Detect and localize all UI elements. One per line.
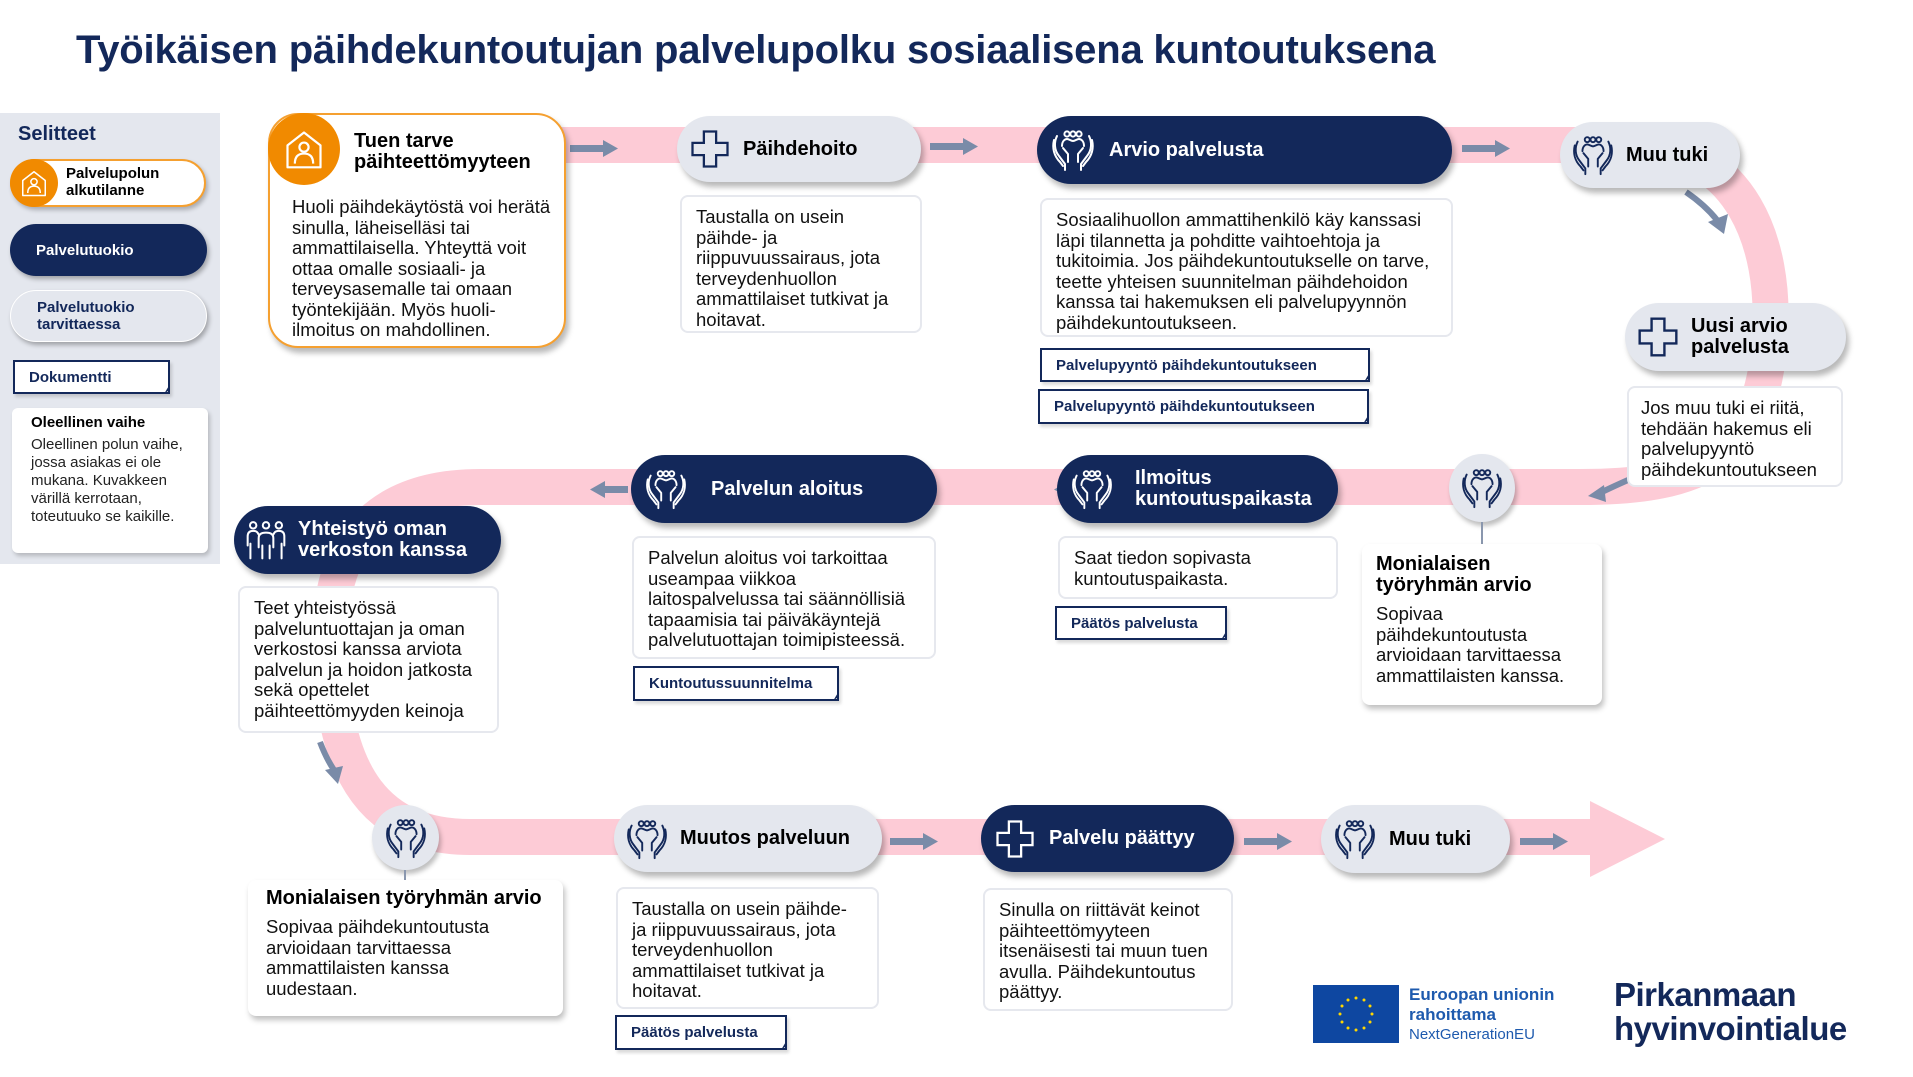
legend-essential-text: Oleellinen polun vaihe, jossa asiakas ei ole mukana. Kuvakkeen värillä kerrotaan, toteutuuko se kaikille. — [31, 436, 183, 525]
document-palvelupyynto-2[interactable] — [1038, 389, 1369, 424]
hands-people-icon — [1570, 132, 1616, 178]
legend-start-item — [10, 159, 206, 207]
eu-stars-icon — [1313, 985, 1399, 1043]
document-label: Palvelupyyntö päihdekuntoutukseen — [1056, 356, 1317, 374]
eu-funding-text — [1409, 985, 1554, 1045]
document-paatos-palvelusta-1[interactable] — [1055, 606, 1227, 640]
hands-people-icon — [643, 466, 689, 512]
step-monialainen-2 — [248, 880, 563, 1016]
step-ilmoitus — [1057, 455, 1338, 523]
step-title: Palvelu päättyy — [1049, 827, 1195, 849]
org-line-2: hyvinvointialue — [1614, 1010, 1847, 1047]
step-title: Muutos palveluun — [680, 827, 850, 849]
step-palvelu-paattyy — [981, 805, 1234, 872]
legend-start-label: Palvelupolun alkutilanne — [66, 165, 160, 199]
eu-line-1: Euroopan unionin — [1409, 985, 1555, 1004]
step-title: Muu tuki — [1389, 827, 1472, 850]
hands-people-icon — [1049, 126, 1097, 174]
step-text-muutos: Taustalla on usein päihde- ja riippuvuussairaus, jota terveydenhuollon ammattilaiset tutkivat ja hoitavat. — [616, 887, 879, 1009]
step-text-paihdehoito: Taustalla on usein päihde- ja riippuvuussairaus, jota terveydenhuollon ammattilaiset tutkivat ja hoitavat. — [680, 195, 922, 333]
document-label: Palvelupyyntö päihdekuntoutukseen — [1054, 398, 1315, 415]
legend-essential-title: Oleellinen vaihe — [31, 414, 146, 431]
page-fold-icon — [777, 1040, 787, 1050]
step-text-palvelu-paattyy: Sinulla on riittävät keinot päihteettömyyteen itsenäisesti tai muun tuen avulla. Päihdekuntoutus päättyy. — [983, 888, 1233, 1011]
hands-people-icon — [624, 816, 670, 862]
step-text-ilmoitus: Saat tiedon sopivasta kuntoutuspaikasta. — [1058, 536, 1338, 599]
step-text: Sopivaa päihdekuntoutusta arvioidaan tarvittaessa ammattilaisten kanssa. — [1376, 603, 1565, 686]
step-monialainen-2-node — [372, 805, 439, 870]
eu-line-2: rahoittama — [1409, 1005, 1496, 1024]
legend-service-item: Palvelutuokio — [10, 224, 207, 276]
step-text-uusi-arvio: Jos muu tuki ei riitä, tehdään hakemus eli palvelupyyntö päihdekuntoutukseen — [1627, 386, 1843, 487]
medical-cross-icon — [1636, 315, 1680, 359]
step-title: Uusi arvio palvelusta — [1691, 315, 1789, 358]
page-fold-icon — [1360, 372, 1370, 382]
legend-title: Selitteet — [18, 123, 96, 145]
document-label: Kuntoutussuunnitelma — [649, 675, 813, 692]
connector-line — [1481, 522, 1483, 546]
document-palvelupyynto-1[interactable] — [1040, 348, 1370, 382]
legend-service-optional-item: Palvelutuokio tarvittaessa — [10, 290, 207, 342]
step-arvio-palvelusta — [1037, 116, 1452, 184]
step-text: Sopivaa päihdekuntoutusta arvioidaan tarvittaessa ammattilaisten kanssa uudestaan. — [266, 916, 490, 999]
step-title: Tuen tarve päihteettömyyteen — [354, 130, 531, 173]
organization-logo — [1614, 978, 1847, 1046]
step-text-palvelun-aloitus: Palvelun aloitus voi tarkoittaa useampaa viikkoa laitospalvelussa tai säännöllisiä tapaamisia tai päiväkäyntejä palvelutuottajan toimipisteessä. — [632, 536, 936, 659]
step-uusi-arvio — [1625, 303, 1846, 371]
page-fold-icon — [1359, 414, 1369, 424]
document-paatos-palvelusta-2[interactable] — [615, 1015, 787, 1050]
hands-people-icon — [383, 815, 429, 861]
legend-document-label: Dokumentti — [29, 368, 112, 386]
house-person-icon — [282, 127, 326, 171]
step-title: Yhteistyö oman verkoston kanssa — [298, 518, 467, 561]
people-group-icon — [244, 518, 288, 562]
org-line-1: Pirkanmaan — [1614, 976, 1797, 1013]
step-title: Palvelun aloitus — [711, 477, 864, 500]
step-title: Muu tuki — [1626, 143, 1709, 166]
step-text: Huoli päihdekäytöstä voi herätä sinulla, läheiselläsi tai ammattilaisella. Yhteyttä voit ottaa omalle sosiaali- ja terveysasemalle tai omaan työntekijään. Myös huoli-ilmoitus on mahdollinen. — [292, 196, 551, 340]
step-muu-tuki-1 — [1560, 122, 1740, 188]
house-person-icon — [19, 168, 49, 198]
page-title: Työikäisen päihdekuntoutujan palvelupolku sosiaalisena kuntoutuksena — [76, 28, 1436, 72]
step-title: Monialaisen työryhmän arvio — [1376, 553, 1532, 596]
legend-essential-item — [12, 408, 208, 553]
medical-cross-icon — [689, 128, 731, 170]
hands-people-icon — [1459, 465, 1505, 511]
step-tuen-tarve — [268, 113, 566, 348]
step-palvelun-aloitus — [631, 455, 937, 523]
medical-cross-icon — [994, 818, 1036, 860]
document-kuntoutussuunnitelma[interactable] — [633, 666, 839, 701]
document-label: Päätös palvelusta — [1071, 614, 1198, 632]
eu-flag-logo — [1313, 985, 1399, 1043]
step-muutos — [614, 805, 882, 872]
page-fold-icon — [1217, 630, 1227, 640]
page-fold-icon — [160, 384, 170, 394]
step-text-yhteistyo: Teet yhteistyössä palveluntuottajan ja oman verkostosi kanssa arviota palvelun ja hoidon jatkosta sekä opettelet päihteettömyyden keinoja — [238, 586, 499, 733]
step-paihdehoito — [677, 116, 921, 182]
step-muu-tuki-2 — [1321, 805, 1510, 873]
legend-document-item — [13, 360, 170, 394]
step-monialainen-1 — [1362, 544, 1602, 705]
step-text-arvio-palvelusta: Sosiaalihuollon ammattihenkilö käy kanssasi läpi tilannetta ja pohditte vaihtoehtoja ja tukitoimia. Jos päihdekuntoutukselle on tarve, teette yhteisen suunnitelman päihdehoidon kanssa tai hakemuksen eli palvelupyynnön päihdekuntoutukseen. — [1040, 198, 1453, 337]
step-yhteistyo — [234, 506, 501, 574]
step-title: Ilmoitus kuntoutuspaikasta — [1135, 467, 1312, 510]
hands-people-icon — [1069, 466, 1115, 512]
step-monialainen-1-node — [1449, 454, 1515, 522]
legend-panel — [0, 113, 220, 564]
page-fold-icon — [829, 691, 839, 701]
document-label: Päätös palvelusta — [631, 1024, 758, 1041]
step-title: Arvio palvelusta — [1109, 138, 1264, 161]
eu-line-3: NextGenerationEU — [1409, 1026, 1535, 1043]
step-title: Päihdehoito — [743, 137, 858, 160]
hands-people-icon — [1332, 816, 1378, 862]
step-title: Monialaisen työryhmän arvio — [266, 887, 542, 909]
